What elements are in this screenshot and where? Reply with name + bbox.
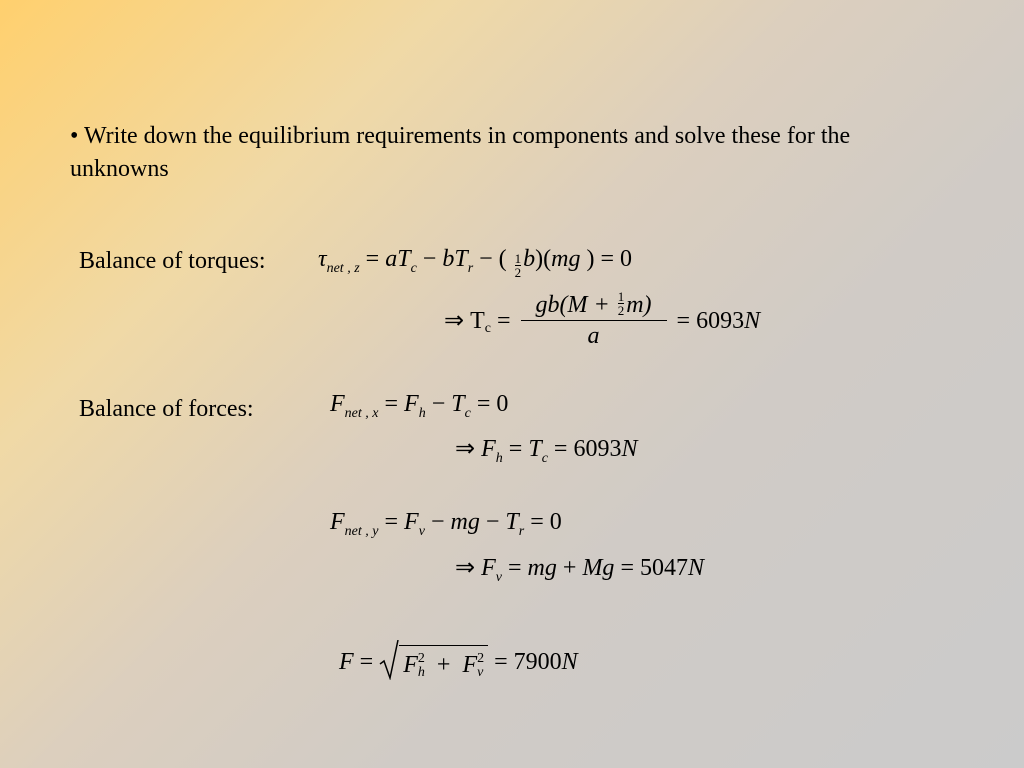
label-balance-of-forces: Balance of forces: [79,396,254,422]
fraction-denominator: a [587,323,600,349]
fh-variable: F [403,651,418,678]
equals-sign-2: = [476,391,491,417]
f-variable: F [339,649,354,675]
r-subscript: r [518,524,525,539]
fv-variable: F [462,651,478,678]
fv-exponent: 2 [477,651,485,666]
equation-fx-balance [330,389,508,423]
a-variable: a [385,246,398,272]
unit: N [744,307,761,334]
radicand [399,645,488,680]
minus-sign: − [430,509,445,535]
equals-sign-2: = [620,555,634,581]
fh-variable: F [404,391,419,417]
minus-sign-2: − [485,509,500,535]
b-variable: b [523,246,536,272]
value: 5047 [639,555,688,581]
equation-fv-result [455,553,704,587]
label-balance-of-torques: Balance of torques: [79,248,266,274]
equals-sign: = [359,649,374,675]
t-variable: T [451,391,465,417]
equals-sign-2: = [676,307,691,334]
minus-sign: − [422,246,437,272]
bt-term: bT [442,246,468,272]
implies-arrow: ⇒ [455,436,476,462]
plus-sign: + [436,651,451,678]
f-variable: F [481,436,496,462]
value: 6093 [696,307,745,334]
equation-total-force [339,640,578,680]
unit: N [561,649,578,675]
equation-fy-balance [330,507,562,541]
plus-sign: + [562,555,577,581]
zero-value: 0 [549,509,562,535]
half-numerator: 1 [617,288,625,304]
implies-arrow: ⇒ [455,555,476,581]
f-variable: F [481,555,496,581]
half-fraction [618,290,625,317]
h-subscript: h [495,451,503,466]
half-fraction [515,252,522,279]
c-subscript: c [410,261,417,276]
half-numerator: 1 [514,251,522,266]
equals-sign-2: = [553,436,568,462]
r-subscript: r [467,261,474,276]
equals-sign: = [365,246,380,272]
f-subscript: net , x [344,406,379,421]
half-denominator: 2 [514,265,522,280]
fraction-numerator [532,290,656,320]
implies-arrow: ⇒ [444,307,465,334]
equals-sign: = [384,509,399,535]
equals-sign: = [508,436,523,462]
bullet-text: • Write down the equilibrium requirements in components and solve these for the unknowns [70,123,851,182]
minus-paren: − ( [479,246,507,272]
paren-pair: )( [535,246,552,272]
fv-variable: F [404,509,419,535]
tau-subscript: net , z [326,261,360,276]
v-subscript: v [477,665,484,680]
gb-term: gb [535,292,560,318]
fv-scripts [477,652,484,680]
half-denominator: 2 [617,302,625,318]
h-subscript: h [418,406,426,421]
h-subscript: h [417,665,425,680]
v-subscript: v [418,524,425,539]
t-variable: T [528,436,542,462]
equals-sign: = [508,555,522,581]
value: 7900 [513,649,562,675]
tc-fraction [521,290,667,351]
m-term: (M + [559,292,610,318]
f-subscript: net , y [344,524,379,539]
unit: N [687,555,704,581]
value: 6093 [573,436,622,462]
close-paren: ) [586,246,595,272]
t-variable: T [397,246,411,272]
equals-sign-2: = [494,649,508,675]
unit: N [621,436,638,462]
f-variable: F [330,391,345,417]
m-close: m) [626,292,652,318]
c-subscript: c [484,320,491,336]
f-variable: F [330,509,345,535]
zero-value: 0 [496,391,509,417]
mg-term: mg [551,246,581,272]
mg-term: mg [450,509,480,535]
mg-term: mg [527,555,557,581]
equation-torque-balance [318,244,632,282]
v-subscript: v [495,570,502,585]
t-variable: T [470,307,485,334]
square-root [379,640,488,680]
equation-fh-result [455,434,637,468]
t-variable: T [505,509,519,535]
equals-sign: = [384,391,399,417]
tau-symbol: τ [318,246,327,272]
big-mg-term: Mg [582,555,615,581]
zero-value: 0 [620,246,633,272]
equals-sign: = [497,307,511,334]
radical-sign-icon [379,640,399,680]
minus-sign: − [431,391,446,417]
c-subscript: c [541,451,548,466]
equation-tc-result [444,290,760,351]
fh-exponent: 2 [417,651,425,666]
fh-scripts [418,652,425,680]
equals-sign-2: = [530,509,544,535]
equals-sign-2: = [600,246,615,272]
c-subscript: c [464,406,471,421]
